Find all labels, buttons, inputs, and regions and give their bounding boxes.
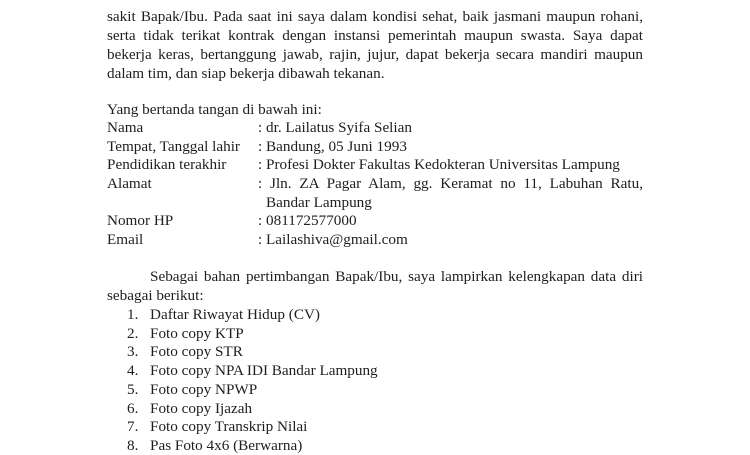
- list-item: Foto copy KTP: [150, 325, 244, 342]
- list-number: 3.: [127, 343, 139, 360]
- field-label-nama: Nama: [107, 119, 144, 136]
- field-label-hp: Nomor HP: [107, 212, 174, 229]
- paragraph2-line1: Sebagai bahan pertimbangan Bapak/Ibu, saya lampirkan kelengkapan data diri: [150, 268, 643, 285]
- paragraph-line: bekerja keras, bertanggung jawab, rajin, jujur, dapat bekerja secara mandiri maupun: [107, 46, 643, 63]
- list-number: 7.: [127, 418, 139, 435]
- field-label-email: Email: [107, 231, 144, 248]
- list-number: 5.: [127, 381, 139, 398]
- field-value-nama: : dr. Lailatus Syifa Selian: [258, 119, 412, 136]
- list-number: 6.: [127, 400, 139, 417]
- list-number: 2.: [127, 325, 139, 342]
- list-item: Foto copy Ijazah: [150, 400, 253, 417]
- list-item: Pas Foto 4x6 (Berwarna): [150, 437, 303, 454]
- list-item: Foto copy STR: [150, 343, 243, 360]
- field-label-pendidikan: Pendidikan terakhir: [107, 156, 227, 173]
- field-label-alamat: Alamat: [107, 175, 152, 192]
- paragraph-line: sakit Bapak/Ibu. Pada saat ini saya dalam kondisi sehat, baik jasmani maupun rohani,: [107, 8, 643, 25]
- list-number: 1.: [127, 306, 139, 323]
- list-number: 4.: [127, 362, 139, 379]
- paragraph-line: serta tidak terikat kontrak dengan instansi pemerintah maupun swasta. Saya dapat: [107, 27, 643, 44]
- field-value-hp: : 081172577000: [258, 212, 357, 229]
- field-value-ttl: : Bandung, 05 Juni 1993: [258, 138, 407, 155]
- list-item: Foto copy Transkrip Nilai: [150, 418, 308, 435]
- list-number: 8.: [127, 437, 139, 454]
- list-item: Foto copy NPWP: [150, 381, 258, 398]
- field-value-alamat: : Jln. ZA Pagar Alam, gg. Keramat no 11, Labuhan Ratu,: [258, 175, 643, 192]
- paragraph-line: dalam tim, dan siap bekerja dibawah tekanan.: [107, 65, 385, 82]
- paragraph2-line2: sebagai berikut:: [107, 287, 204, 304]
- list-item: Daftar Riwayat Hidup (CV): [150, 306, 320, 323]
- identity-intro: Yang bertanda tangan di bawah ini:: [107, 101, 322, 118]
- list-item: Foto copy NPA IDI Bandar Lampung: [150, 362, 378, 379]
- field-value-alamat-2: Bandar Lampung: [266, 194, 372, 211]
- field-value-pendidikan: : Profesi Dokter Fakultas Kedokteran Universitas Lampung: [258, 156, 620, 173]
- field-value-email: : Lailashiva@gmail.com: [258, 231, 408, 248]
- field-label-ttl: Tempat, Tanggal lahir: [107, 138, 240, 155]
